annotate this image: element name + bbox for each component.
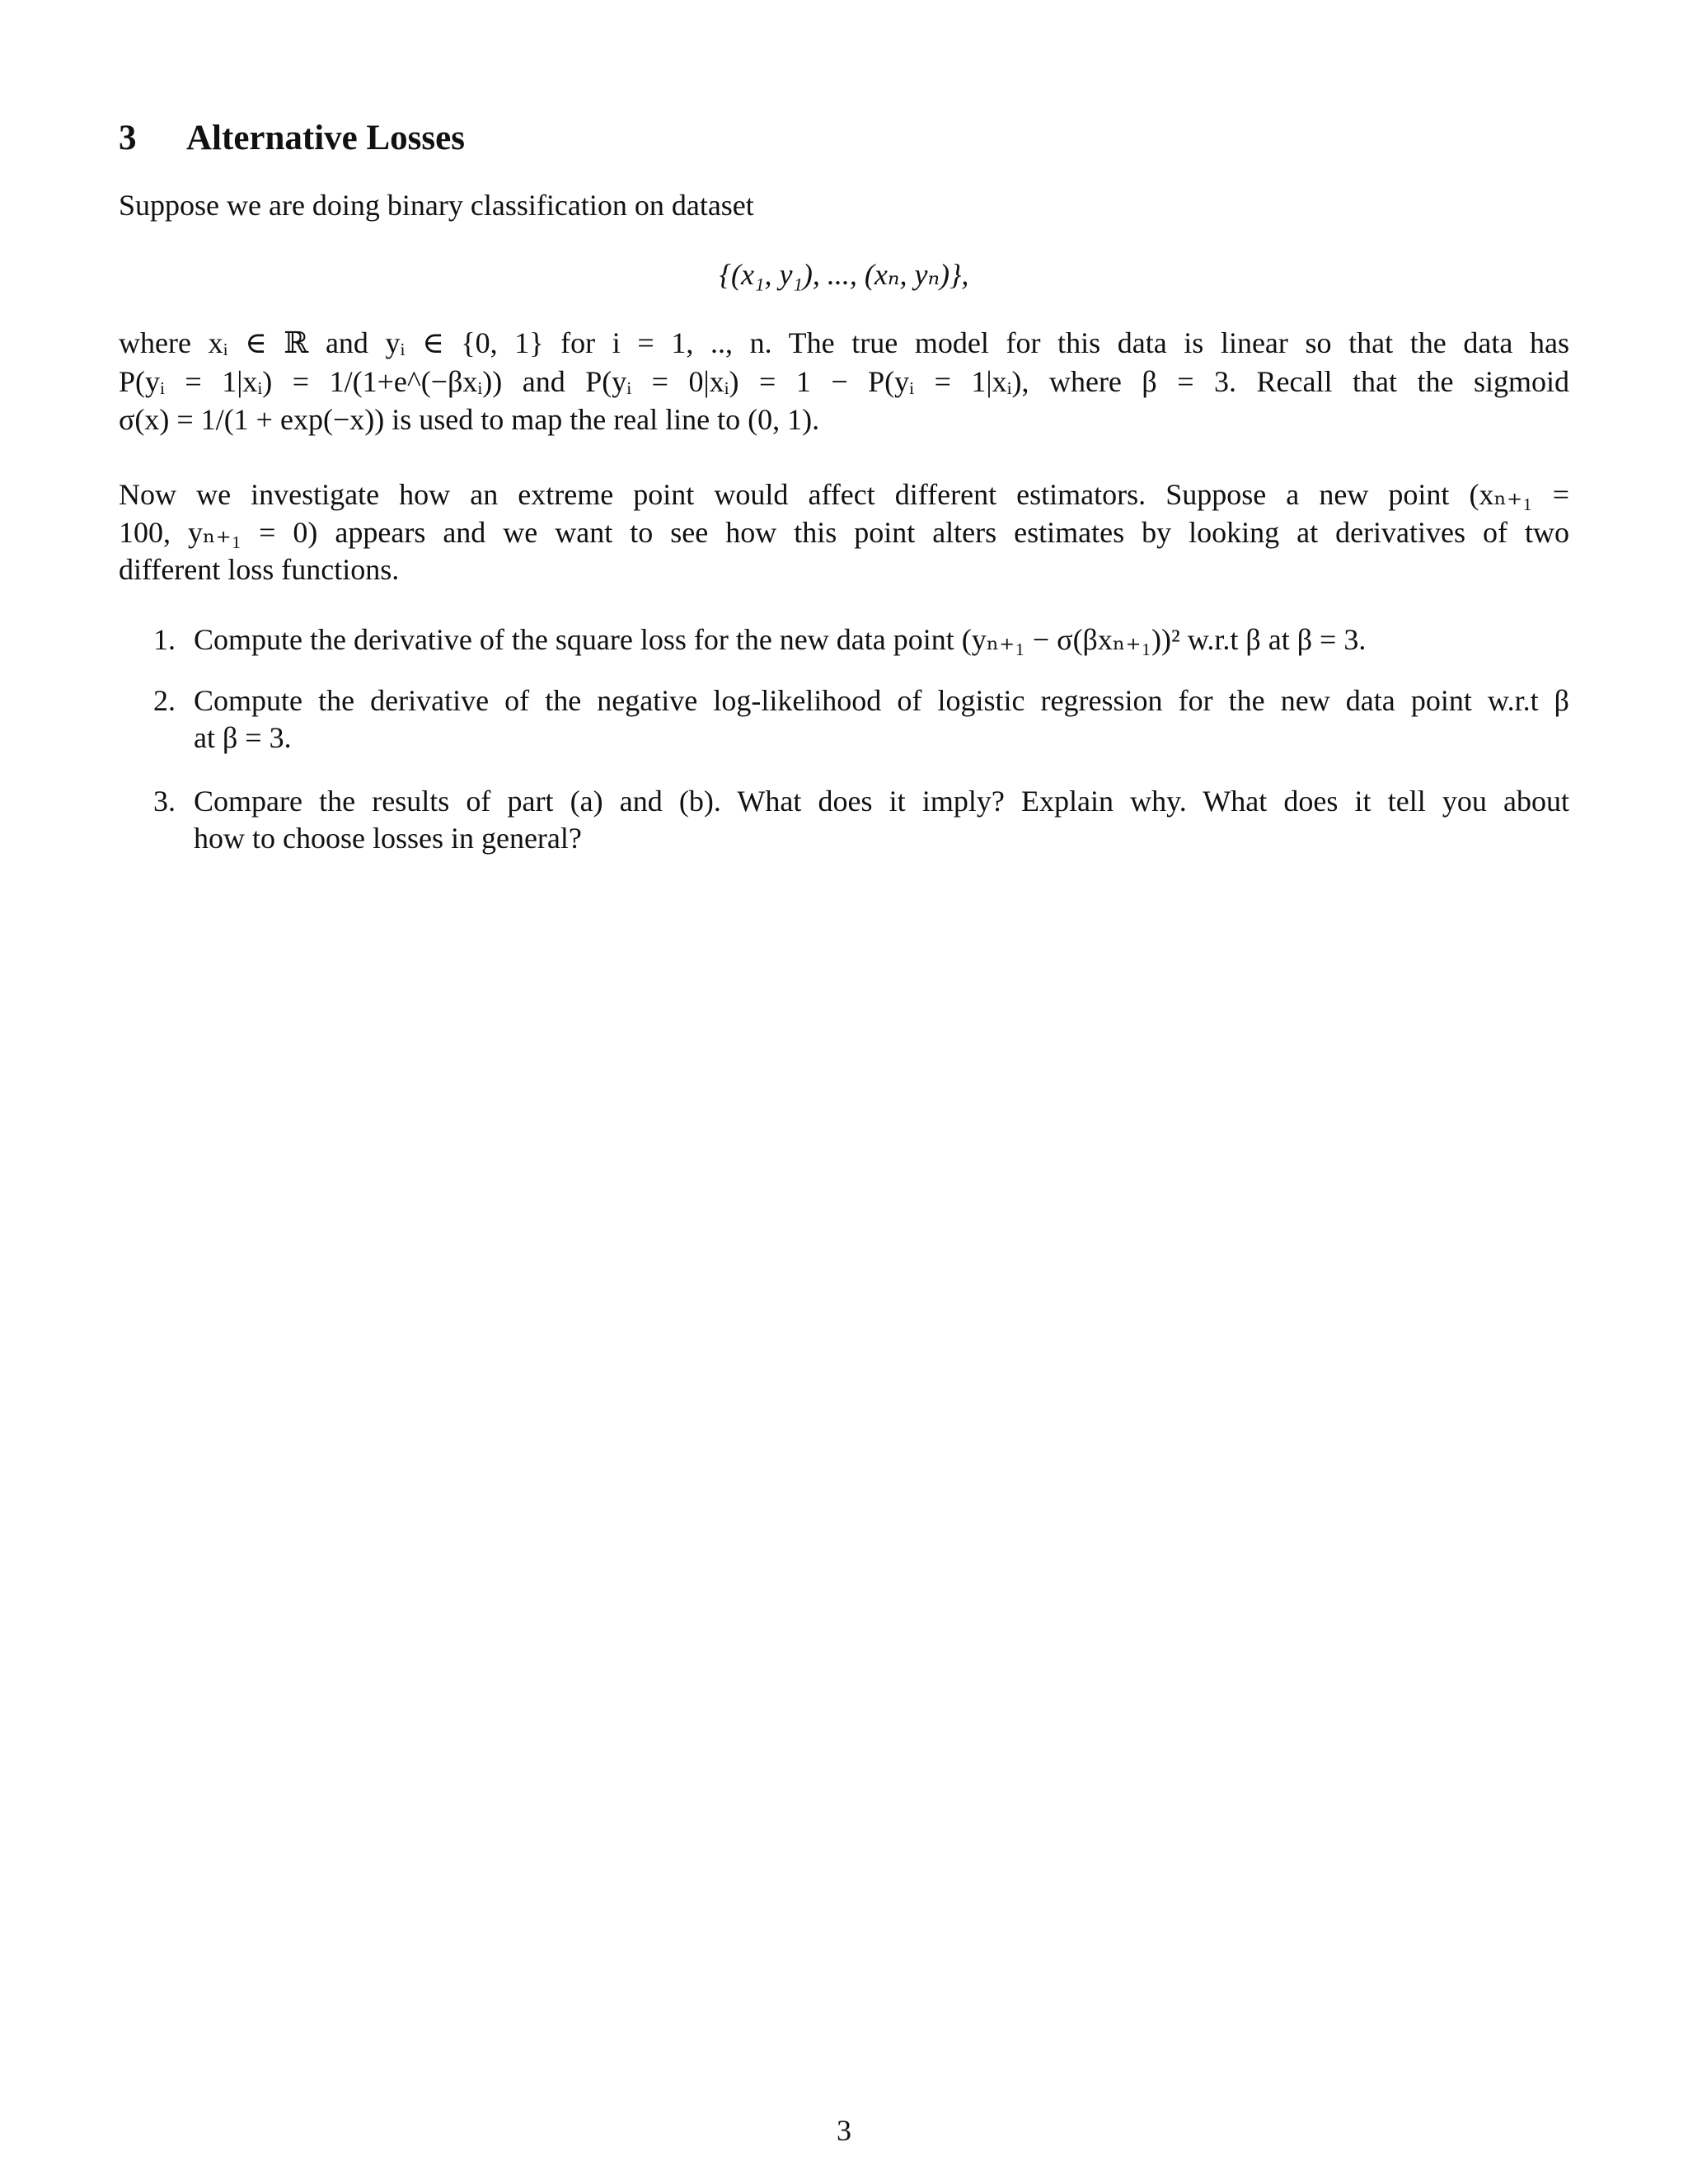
list-item-number: 3. [153,785,176,818]
page-number: 3 [837,2114,851,2147]
list-item-text: Compute the derivative of the negative log-likelihood of logistic regression for the new data point w.r.t β [194,684,1569,717]
paragraph1-line3: σ(x) = 1/(1 + exp(−x)) is used to map the real line to (0, 1). [119,403,820,436]
section-number: 3 [119,119,137,157]
section-heading [119,114,465,163]
list-item-text: how to choose losses in general? [194,822,582,855]
paragraph2-line2: 100, yₙ₊₁ = 0) appears and we want to see how this point alters estimates by looking at derivatives of two [119,516,1569,549]
list-item-text: Compare the results of part (a) and (b). What does it imply? Explain why. What does it tell you about [194,785,1569,818]
paragraph1-line2: P(yᵢ = 1|xᵢ) = 1/(1+e^(−βxᵢ)) and P(yᵢ = 0|xᵢ) = 1 − P(yᵢ = 1|xᵢ), where β = 3. Recall that the sigmoid [119,365,1569,398]
paragraph2-line3: different loss functions. [119,553,400,586]
section-title: Alternative Losses [186,119,465,157]
list-item-text: Compute the derivative of the square loss for the new data point (yₙ₊₁ − σ(βxₙ₊₁))² w.r.t β at β = 3. [194,623,1367,656]
paragraph2-line1: Now we investigate how an extreme point would affect different estimators. Suppose a new point (xₙ₊₁ = [119,478,1569,511]
list-item-number: 1. [153,623,176,656]
list-item-text: at β = 3. [194,721,292,754]
paragraph1-line1: where xᵢ ∈ ℝ and yᵢ ∈ {0, 1} for i = 1, .., n. The true model for this data is linear so that the data has [119,326,1569,359]
dataset-equation: {(x₁, y₁), ..., (xₙ, yₙ)}, [719,258,969,291]
list-item-number: 2. [153,684,176,717]
paragraph1-intro: Suppose we are doing binary classification on dataset [119,189,754,222]
